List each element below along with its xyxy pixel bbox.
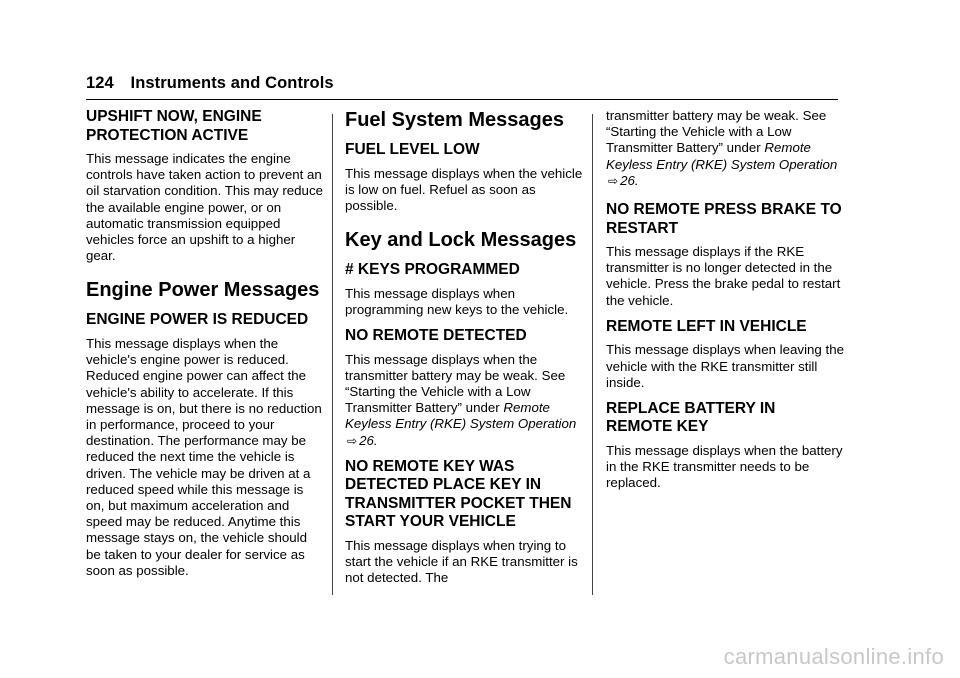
text-no-remote-press-brake: This message displays if the RKE transmitter is no longer detected in the vehicle. Press the brake pedal to restart the vehicle.	[606, 244, 841, 308]
link-rke-system-operation[interactable]: Remote Keyless Entry (RKE) System Operation	[606, 140, 838, 172]
page-number: 124	[86, 74, 114, 92]
heading-fuel-level-low: FUEL LEVEL LOW	[345, 141, 480, 158]
heading-keys-programmed: # KEYS PROGRAMMED	[345, 261, 520, 279]
column-3	[606, 108, 844, 492]
column-1	[86, 108, 324, 579]
text-fuel-level-low: This message displays when the vehicle is low on fuel. Refuel as soon as possible.	[345, 165, 583, 213]
watermark: carmanualsonline.info	[723, 644, 944, 669]
text-upshift-now: This message indicates the engine controls have taken action to prevent an oil starvation condition. This may reduce the available engine power, or on automatic transmission equipped vehicles force an upshift to a higher gear.	[86, 151, 324, 264]
heading-key-lock-messages: Key and Lock Messages	[345, 229, 577, 252]
heading-upshift-now: UPSHIFT NOW, ENGINE PROTECTION ACTIVE	[86, 108, 262, 144]
heading-no-remote-press-brake: NO REMOTE PRESS BRAKE TO RESTART	[606, 201, 842, 237]
text-keys-programmed: This message displays when programming new keys to the vehicle.	[345, 285, 569, 317]
link-rke-system-operation[interactable]: Remote Keyless Entry (RKE) System Operation	[345, 400, 577, 432]
text-no-remote-key-detected: This message displays when trying to start the vehicle if an RKE transmitter is not detected. The	[345, 537, 578, 586]
header-rule	[86, 99, 838, 100]
heading-fuel-system-messages: Fuel System Messages	[345, 109, 564, 131]
heading-replace-battery: REPLACE BATTERY IN REMOTE KEY	[606, 399, 776, 436]
heading-no-remote-key-detected: NO REMOTE KEY WAS DETECTED PLACE KEY IN TRANSMITTER POCKET THEN START YOUR VEHICLE	[345, 457, 572, 531]
column-divider-1	[332, 114, 333, 595]
section-title: Instruments and Controls	[130, 74, 334, 92]
heading-remote-left-in-vehicle: REMOTE LEFT IN VEHICLE	[606, 317, 807, 335]
page-reference-number[interactable]: 26.	[359, 432, 378, 448]
column-2	[345, 108, 583, 586]
text-continued	[606, 108, 844, 189]
heading-engine-power-reduced: ENGINE POWER IS REDUCED	[86, 311, 309, 329]
column-divider-2	[592, 114, 593, 595]
text-continued-body: transmitter battery may be weak. See “Starting the Vehicle with a Low Transmitter Battery” under	[606, 108, 827, 156]
text-no-remote-detected	[345, 352, 583, 449]
page-header	[86, 74, 334, 93]
heading-engine-power-messages: Engine Power Messages	[86, 279, 320, 302]
page-reference-number[interactable]: 26.	[620, 172, 639, 188]
page-reference-arrow-icon: ⇨	[347, 433, 358, 448]
heading-no-remote-detected: NO REMOTE DETECTED	[345, 327, 527, 345]
text-no-remote-detected-body: This message displays when the transmitter battery may be weak. See “Starting the Vehicle with a Low Transmitter Battery” under	[345, 351, 566, 416]
text-engine-power-reduced: This message displays when the vehicle's engine power is reduced. Reduced engine power can affect the vehicle's ability to accelerate. If this message is on, but there is no reduction in performance, proceed to your destination. The performance may be reduced the next time the vehicle is driven. The vehicle may be driven at a reduced speed while this message is on, but maximum acceleration and speed may be reduced. Anytime this message stays on, the vehicle should be taken to your dealer for service as soon as possible.	[86, 335, 322, 578]
page-reference-arrow-icon: ⇨	[608, 173, 619, 188]
text-replace-battery: This message displays when the battery in the RKE transmitter needs to be replaced.	[606, 442, 843, 491]
text-remote-left-in-vehicle: This message displays when leaving the vehicle with the RKE transmitter still inside.	[606, 342, 844, 390]
